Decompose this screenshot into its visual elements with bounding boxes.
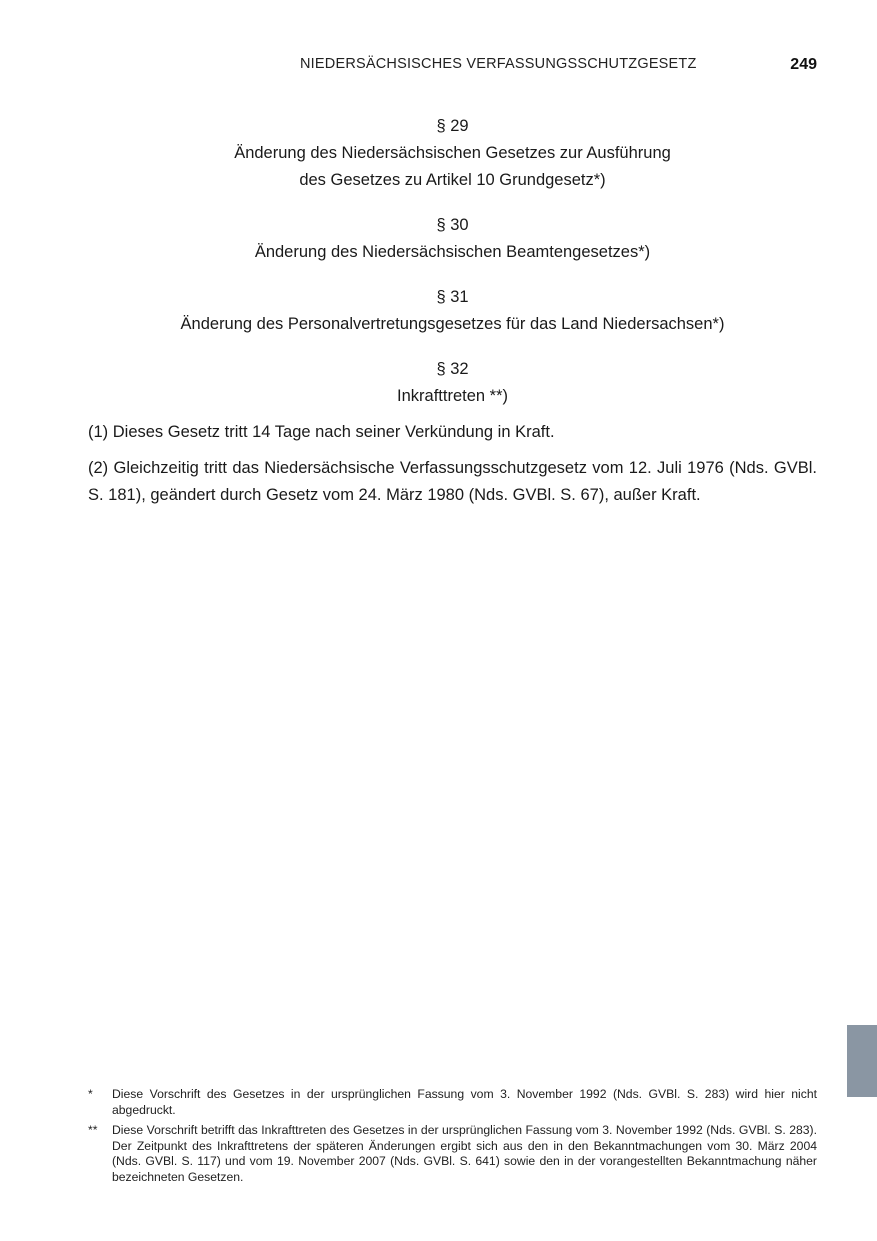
section-number: § 29 <box>436 117 469 135</box>
section-30-heading <box>88 212 817 266</box>
footnote-text: Diese Vorschrift betrifft das Inkrafttreten des Gesetzes in der ursprünglichen Fassung vom 3. November 1992 (Nds. GVBl. S. 283). Der Zeitpunkt des Inkrafttretens der späteren Änderungen ergibt sich aus den in den Bekanntmachungen vom 30. März 2004 (Nds. GVBl. S. 117) und vom 19. November 2007 (Nds. GVBl. S. 641) sowie den in der vorangestellten Bekanntmachung näher bezeichneten Gesetzen. <box>112 1123 817 1184</box>
page-number: 249 <box>790 56 817 73</box>
paragraph-2: (2) Gleichzeitig tritt das Niedersächsische Verfassungsschutzgesetz vom 12. Juli 1976 (Nds. GVBl. S. 181), geändert durch Gesetz vom 24. März 1980 (Nds. GVBl. S. 67), außer Kraft. <box>88 459 817 504</box>
section-number: § 31 <box>436 288 469 306</box>
section-32-heading <box>88 356 817 410</box>
section-title-line: Änderung des Niedersächsischen Gesetzes zur Ausführung <box>234 144 671 162</box>
footnote-mark: ** <box>88 1123 98 1137</box>
footnote-text: Diese Vorschrift des Gesetzes in der ursprünglichen Fassung vom 3. November 1992 (Nds. GVBl. S. 283) wird hier nicht abgedruckt. <box>112 1087 817 1117</box>
footnote-1 <box>88 1087 817 1118</box>
footnote-mark: * <box>88 1087 93 1101</box>
section-number: § 30 <box>436 216 469 234</box>
chapter-tab-marker <box>847 1025 877 1097</box>
section-31-heading <box>88 284 817 338</box>
section-title-line: Änderung des Niedersächsischen Beamtengesetzes*) <box>254 243 651 261</box>
running-header-title: NIEDERSÄCHSISCHES VERFASSUNGSSCHUTZGESETZ <box>300 56 697 72</box>
section-29-heading <box>88 113 817 194</box>
section-number: § 32 <box>436 360 469 378</box>
section-title-line: des Gesetzes zu Artikel 10 Grundgesetz*) <box>299 171 606 189</box>
section-title-line: Inkrafttreten **) <box>397 387 508 405</box>
paragraph-1: (1) Dieses Gesetz tritt 14 Tage nach seiner Verkündung in Kraft. <box>88 423 555 441</box>
footnote-2 <box>88 1123 817 1185</box>
section-title-line: Änderung des Personalvertretungsgesetzes für das Land Niedersachsen*) <box>180 315 725 333</box>
